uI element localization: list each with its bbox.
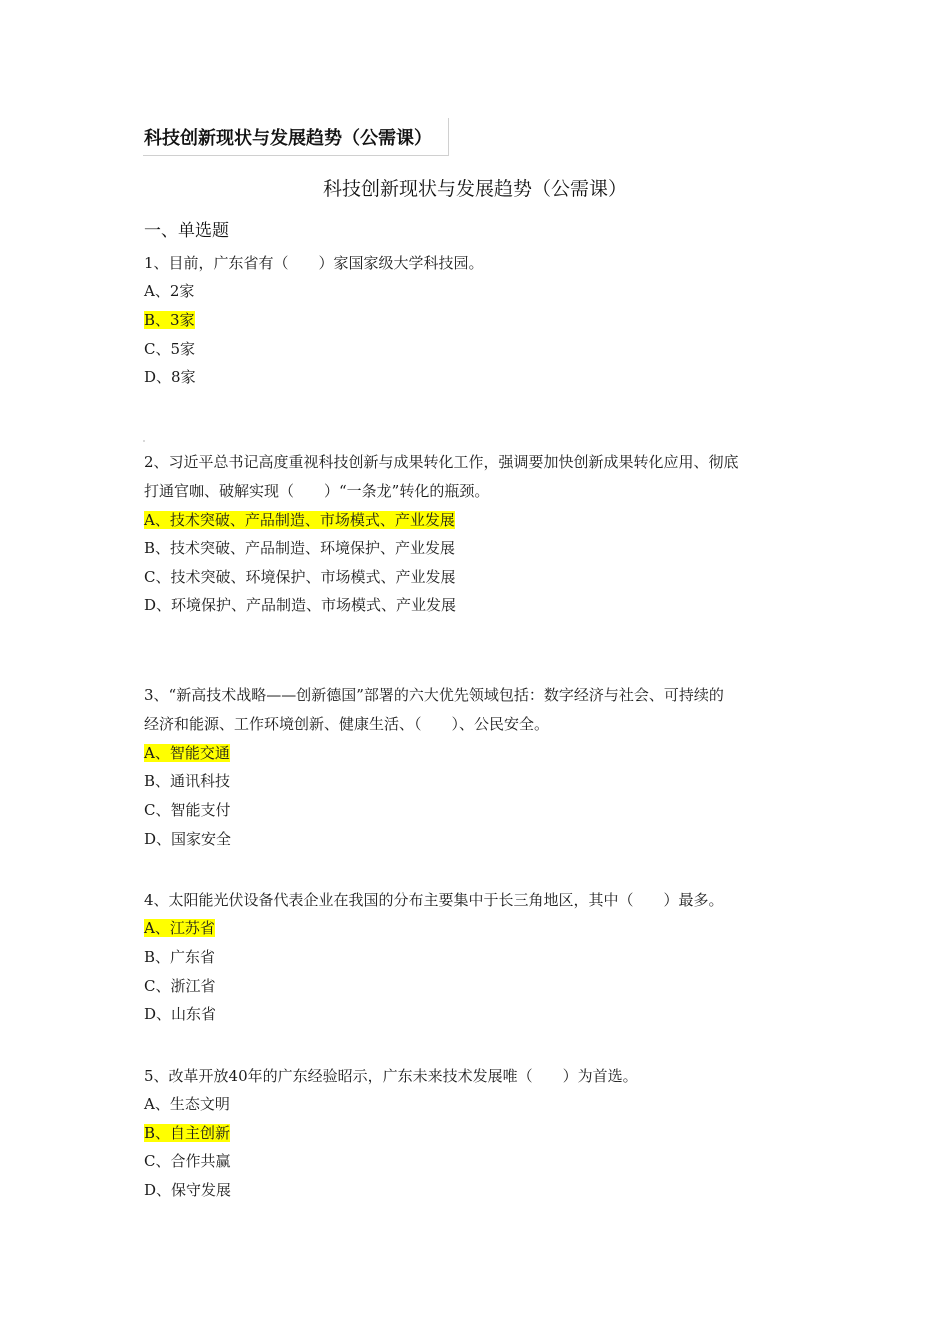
question-4-option-d — [144, 1003, 216, 1025]
option-text: C、5家 — [144, 340, 196, 358]
option-text: C、合作共赢 — [144, 1152, 231, 1170]
option-text: A、2家 — [144, 282, 195, 300]
question-1-option-c — [144, 338, 195, 360]
question-1-option-b — [144, 309, 195, 331]
question-5-stem: 5、改革开放40年的广东经验昭示，广东未来技术发展唯（ ）为首选。 — [144, 1067, 638, 1085]
option-text: B、广东省 — [144, 948, 216, 966]
option-text: D、山东省 — [144, 1005, 217, 1023]
question-3-option-d — [144, 828, 231, 850]
document-title: 科技创新现状与发展趋势（公需课） — [322, 178, 627, 200]
question-3-option-b — [144, 770, 230, 792]
option-text: C、智能支付 — [144, 801, 231, 819]
question-1-option-a — [144, 280, 194, 302]
question-3-stem-line-2: 经济和能源、工作环境创新、健康生活、（ ）、公民安全。 — [144, 715, 550, 733]
question-2-stem-line-2: 打通官咖、破解实现（ ）“一条龙”转化的瓶颈。 — [144, 482, 490, 500]
option-text: D、国家安全 — [144, 830, 232, 848]
option-text: B、通讯科技 — [144, 772, 231, 790]
question-2-option-b — [144, 537, 455, 559]
question-5-option-a — [144, 1093, 230, 1115]
question-5-option-c — [144, 1150, 230, 1172]
option-text: C、浙江省 — [144, 977, 216, 995]
question-5-option-d — [144, 1179, 231, 1201]
section-heading: 一、单选题 — [144, 221, 229, 241]
question-4-option-c — [144, 975, 215, 997]
question-2-option-d — [144, 594, 456, 616]
question-4-stem: 4、太阳能光伏设备代表企业在我国的分布主要集中于长三角地区，其中（ ）最多。 — [144, 891, 724, 909]
question-1-stem: 1、目前，广东省有（ ）家国家级大学科技园。 — [144, 254, 484, 272]
question-3-stem-line-1: 3、“新高技术战略——创新德国”部署的六大优先领域包括：数字经济与社会、可持续的 — [144, 686, 724, 704]
option-text-highlighted: B、自主创新 — [144, 1124, 231, 1142]
option-text: D、环境保护、产品制造、市场模式、产业发展 — [144, 596, 457, 614]
question-2-option-a — [144, 509, 455, 531]
question-2-stem-line-1: 2、习近平总书记高度重视科技创新与成果转化工作，强调要加快创新成果转化应用、彻底 — [144, 453, 739, 471]
option-text-highlighted: B、3家 — [144, 311, 195, 329]
option-text: D、8家 — [144, 368, 196, 386]
header-title: 科技创新现状与发展趋势（公需课） — [144, 128, 432, 149]
option-text-highlighted: A、技术突破、产品制造、市场模式、产业发展 — [144, 511, 455, 529]
option-text: A、生态文明 — [144, 1095, 230, 1113]
option-text: D、保守发展 — [144, 1181, 232, 1199]
question-1-option-d — [144, 366, 196, 388]
question-2-option-c — [144, 566, 455, 588]
option-text: C、技术突破、环境保护、市场模式、产业发展 — [144, 568, 456, 586]
stray-mark — [143, 440, 145, 442]
question-5-option-b — [144, 1122, 230, 1144]
question-4-option-b — [144, 946, 215, 968]
question-3-option-c — [144, 799, 230, 821]
question-3-option-a — [144, 742, 230, 764]
option-text: B、技术突破、产品制造、环境保护、产业发展 — [144, 539, 456, 557]
option-text-highlighted: A、智能交通 — [144, 744, 230, 762]
option-text-highlighted: A、江苏省 — [144, 919, 215, 937]
question-4-option-a — [144, 917, 215, 939]
